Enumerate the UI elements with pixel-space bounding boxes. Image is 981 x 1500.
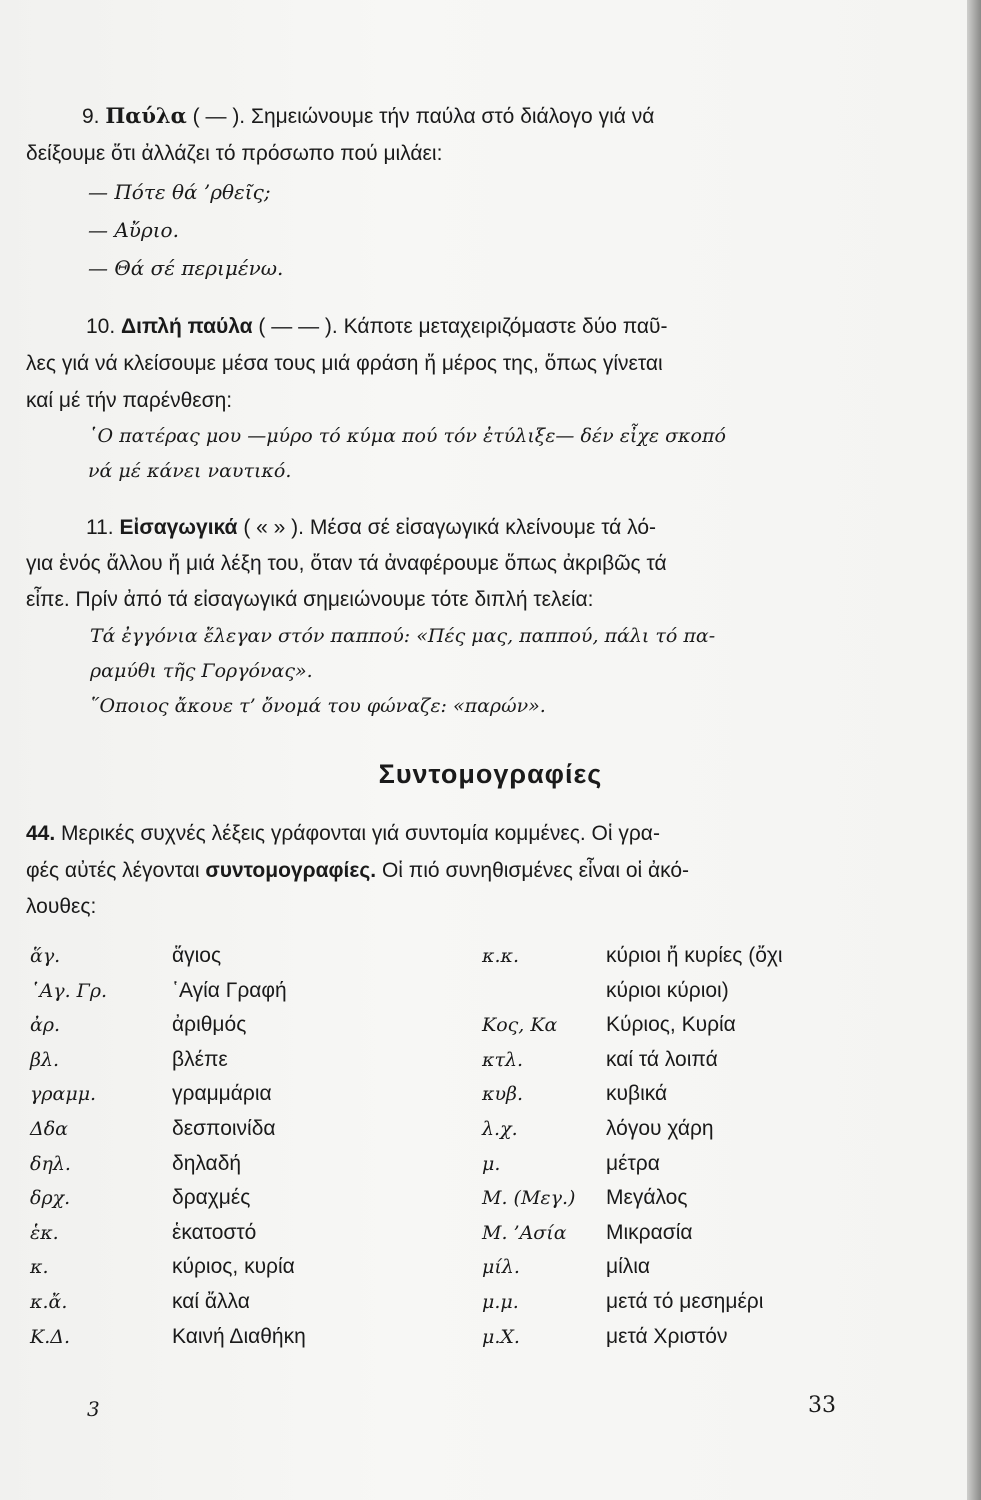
abbreviation-meaning: μετά τό μεσημέρι [606,1290,764,1313]
section-term: Εἰσαγωγικά [119,516,238,539]
section-number: 44. [26,822,56,845]
section-9-line-2: δείξουμε ὅτι ἀλλάζει τό πρόσωπο πού μιλάει: [26,142,443,165]
abbreviation-meaning: καί τά λοιπά [606,1047,718,1071]
abbreviation-meaning: Κύριος, Κυρία [606,1013,736,1037]
abbreviation-meaning: ἅγιος [172,944,222,967]
abbreviation-meaning: κυβικά [606,1082,668,1106]
abbreviation: ἑκ. [30,1221,59,1244]
abbreviation-meaning: βλέπε [172,1047,228,1071]
abbreviation: κυβ. [482,1083,524,1106]
page-number: 33 [808,1393,836,1418]
abbreviation: ἀρ. [30,1014,61,1037]
section-term: Διπλή παύλα [121,315,253,338]
abbreviation-meaning: λόγου χάρη [606,1117,714,1140]
example-line: ῾Ο πατέρας μου —μύρο τό κύμα πού τόν ἐτύλιξε— δέν εἶχε σκοπό [88,425,726,447]
signature-mark: 3 [87,1397,100,1421]
example-line: Τά ἐγγόνια ἔλεγαν στόν παππού: «Πές μας, παππού, πάλι τό πα- [90,625,716,647]
abbreviation: μ.μ. [482,1291,519,1313]
section-term: συντομογραφίες. [205,859,377,882]
section-10-line-3: καί μέ τήν παρένθεση: [26,389,233,412]
dialogue-line: — Πότε θά ’ρθεῖς; [88,180,271,204]
abbreviation-meaning: κύριοι ἤ κυρίες (ὄχι [606,944,783,967]
example-line: ῞Οποιος ἄκουε τ’ ὄνομά του φώναζε: «παρών». [90,695,546,717]
abbreviation-meaning: Μεγάλος [606,1186,688,1210]
abbreviation-meaning: ἑκατοστό [172,1220,257,1244]
section-text: Σημειώνουμε τήν παύλα στό διάλογο γιά νά [251,105,655,128]
abbreviation: μ.Χ. [482,1325,520,1348]
section-text: Οἱ πιό συνηθισμένες εἶναι οἱ ἀκό- [381,859,690,882]
section-11-line-2: για ἑνός ἄλλου ἤ μιά λέξη του, ὅταν τά ἀναφέρουμε ὅπως ἀκριβῶς τά [26,552,667,575]
abbreviation: κ.κ. [482,945,519,967]
section-10-line-1 [86,311,821,343]
page-edge-shadow [967,0,981,1500]
abbreviation-meaning: γραμμάρια [172,1082,272,1106]
abbreviation: Κος, Κα [482,1014,558,1037]
abbreviation-meaning: μίλια [606,1255,651,1279]
abbreviation: κτλ. [482,1048,524,1071]
section-number: 9. [82,105,100,128]
section-heading: Συντομογραφίες [378,759,603,789]
abbreviation-meaning: δεσποινίδα [172,1117,276,1140]
abbreviation-meaning: κύριος, κυρία [172,1255,295,1279]
example-line: νά μέ κάνει ναυτικό. [88,460,292,482]
section-44-line-3: λουθες: [26,895,97,918]
dialogue-line: — Αὔριο. [88,218,179,242]
abbreviation: βλ. [30,1048,60,1071]
section-text: Μέσα σέ εἰσαγωγικά κλείνουμε τά λό- [309,516,657,539]
abbreviation-meaning: ἀριθμός [172,1013,247,1037]
section-11-line-3: εἶπε. Πρίν ἀπό τά εἰσαγωγικά σημειώνουμε τότε διπλή τελεία: [26,588,594,611]
abbreviation-meaning: μετά Χριστόν [606,1324,728,1348]
section-symbol: ( — ). [192,105,246,128]
abbreviation: ἅγ. [30,945,61,967]
abbreviation-meaning: Καινή Διαθήκη [172,1324,306,1348]
section-text: Μερικές συχνές λέξεις γράφονται γιά συντομία κομμένες. Οἱ γρα- [61,822,660,845]
abbreviation: δηλ. [30,1152,71,1175]
section-44-line-1 [26,818,821,850]
section-44-line-2 [26,855,821,887]
abbreviation: μ. [482,1152,501,1175]
section-number: 11. [86,516,114,539]
abbreviation-meaning: κύριοι κύριοι) [606,978,729,1002]
section-term: Παύλα [105,103,187,128]
abbreviation: Μ. ’Ασία [482,1221,567,1244]
abbreviation: ῾Αγ. Γρ. [30,979,108,1002]
abbreviation: λ.χ. [482,1118,518,1140]
abbreviation-meaning: δηλαδή [172,1151,242,1175]
abbreviation: γραμμ. [30,1083,97,1106]
abbreviation: Μ. (Μεγ.) [482,1187,576,1210]
abbreviation: κ. [30,1256,49,1279]
abbreviation-meaning: δραχμές [172,1186,251,1210]
abbreviation: δρχ. [30,1187,71,1210]
section-9-line-1 [82,100,821,133]
section-text: Κάποτε μεταχειριζόμαστε δύο παῦ- [343,315,668,338]
section-symbol: ( — — ). [258,315,338,338]
abbreviation-meaning: μέτρα [606,1151,660,1175]
abbreviation-meaning: ῾Αγία Γραφή [172,978,287,1002]
section-10-line-2: λες γιά νά κλείσουμε μέσα τους μιά φράση ἤ μέρος της, ὅπως γίνεται [26,352,663,375]
abbreviation-meaning: Μικρασία [606,1220,693,1244]
abbreviation: Κ.Δ. [30,1325,70,1348]
section-symbol: ( « » ). [243,516,304,539]
abbreviation-meaning: καί ἄλλα [172,1290,250,1313]
section-11-line-1 [86,512,821,544]
abbreviation: μίλ. [482,1256,520,1279]
abbreviation: Δδα [30,1118,68,1140]
abbreviation: κ.ἄ. [30,1291,68,1313]
example-line: ραμύθι τῆς Γοργόνας». [90,660,313,682]
dialogue-line: — Θά σέ περιμένω. [88,256,284,280]
section-number: 10. [86,315,116,338]
section-text: φές αὐτές λέγονται [26,859,200,882]
